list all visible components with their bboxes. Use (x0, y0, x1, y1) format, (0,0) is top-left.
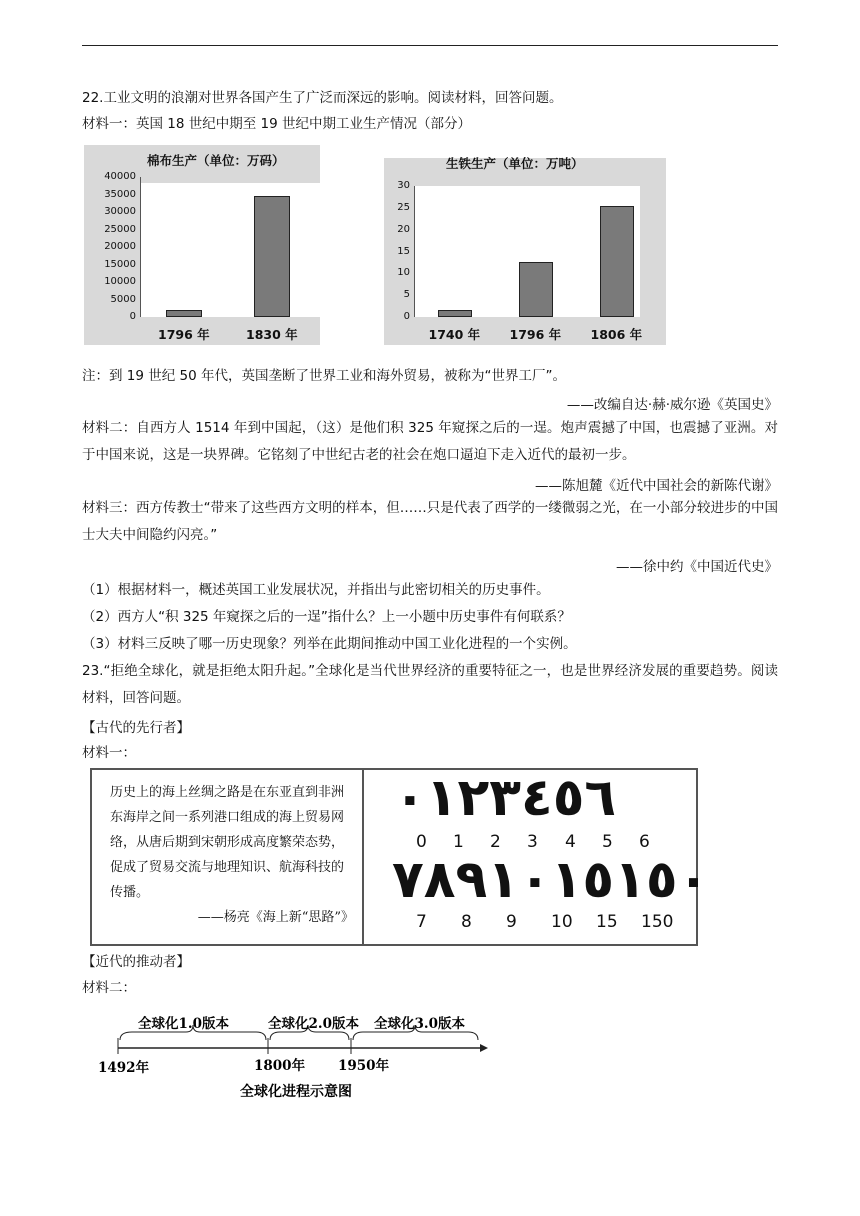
y-tick-label: 30 (397, 180, 410, 191)
chart-title: 棉布生产（单位：万码） (147, 153, 285, 168)
latin-digit: 8 (461, 912, 472, 932)
latin-digit: 10 (551, 912, 573, 932)
source-3: ——徐中约《中国近代史》 (616, 559, 778, 575)
q22-subquestion-1: （1）根据材料一，概述英国工业发展状况，并指出与此密切相关的历史事件。 (82, 582, 550, 598)
q22-material3: 材料三：西方传教士“带来了这些西方文明的样本，但……只是代表了西学的一缕微弱之光，在一小部分较进步的中国士大夫中间隐约闪亮。” (82, 500, 778, 543)
bar (600, 206, 634, 317)
latin-digit: 3 (527, 832, 538, 852)
latin-digit: 6 (639, 832, 650, 852)
timeline-label-2: 全球化2.0版本 (268, 1016, 359, 1032)
latin-digit: 150 (641, 912, 674, 932)
q23-intro: 23.“拒绝全球化，就是拒绝太阳升起。”全球化是当代世界经济的重要特征之一，也是世界经济发展的重要趋势。阅读材料，回答问题。 (82, 663, 778, 706)
y-axis-line (140, 177, 141, 317)
pig-iron-chart (384, 158, 666, 345)
section-modern: 【近代的推动者】 (82, 954, 190, 970)
x-category-label: 1806 年 (590, 327, 643, 342)
timeline-caption: 全球化进程示意图 (240, 1084, 352, 1100)
bars-layer (384, 158, 666, 345)
y-tick-label: 5 (403, 289, 410, 301)
x-category-label: 1830 年 (246, 327, 298, 342)
latin-numerals-row-2 (416, 912, 686, 934)
arabic-numerals-row-1: ٠١٢٣٤٥٦ (394, 768, 617, 828)
latin-digit: 1 (453, 832, 464, 852)
y-tick-label: 15000 (104, 258, 136, 270)
y-tick-label: 25000 (104, 223, 136, 235)
q22-subquestion-3: （3）材料三反映了哪一历史现象？列举在此期间推动中国工业化进程的一个实例。 (82, 636, 577, 652)
silk-road-text: 历史上的海上丝绸之路是在东亚直到非洲东海岸之间一系列港口组成的海上贸易网络，从唐后期到宋朝形成高度繁荣态势，促成了贸易交流与地理知识、航海科技的传播。 (110, 785, 345, 900)
q22-intro: 22.工业文明的浪潮对世界各国产生了广泛而深远的影响。阅读材料，回答问题。 (82, 90, 563, 106)
year-1950: 1950年 (338, 1058, 390, 1074)
timeline-label-1: 全球化1.0版本 (138, 1016, 229, 1032)
section-ancient: 【古代的先行者】 (82, 720, 190, 736)
latin-digit: 2 (490, 832, 501, 852)
y-tick-label: 0 (403, 311, 410, 322)
q23-material2-label: 材料二： (82, 980, 136, 996)
x-category-label: 1796 年 (158, 327, 210, 342)
latin-digit: 5 (602, 832, 613, 852)
latin-digit: 0 (416, 832, 427, 852)
year-1800: 1800年 (254, 1058, 306, 1074)
arabic-numerals-panel (366, 768, 710, 944)
y-tick-label: 15 (397, 245, 410, 257)
x-category-label: 1740 年 (428, 327, 481, 342)
timeline-label-3: 全球化3.0版本 (374, 1016, 465, 1032)
year-1492: 1492年 (98, 1060, 150, 1076)
latin-digit: 9 (506, 912, 517, 932)
arabic-numerals-row-2: ٧٨٩١٠١٥١٥٠ (392, 850, 710, 910)
q22-material1-label: 材料一：英国 18 世纪中期至 19 世纪中期工业生产情况（部分） (82, 116, 472, 132)
bar (519, 262, 553, 317)
bar (438, 310, 472, 317)
source-2: ——陈旭麓《近代中国社会的新陈代谢》 (535, 478, 778, 494)
chart-title: 生铁生产（单位：万吨） (446, 156, 584, 171)
y-tick-label: 40000 (104, 171, 136, 182)
latin-digit: 15 (596, 912, 618, 932)
q22-material2: 材料二：自西方人 1514 年到中国起，（这）是他们积 325 年窥探之后的一逞。炮声震撼了中国，也震撼了亚洲。对于中国来说，这是一块界碑。它铭刻了中世纪古老的社会在炮口逼迫下走入近代的最初一步。 (82, 420, 778, 463)
silk-road-textbox (92, 770, 364, 944)
y-tick-label: 20000 (104, 241, 136, 252)
q22-note: 注：到 19 世纪 50 年代，英国垄断了世界工业和海外贸易，被称为“世界工厂”。 (82, 368, 567, 384)
y-axis-line (414, 186, 415, 317)
latin-digit: 4 (565, 832, 576, 852)
y-tick-label: 10 (397, 267, 410, 279)
bar (166, 310, 202, 317)
y-tick-label: 25 (397, 201, 410, 213)
timeline-arrow (480, 1044, 488, 1052)
bars-layer (84, 145, 320, 345)
y-tick-label: 5000 (110, 293, 136, 305)
y-tick-label: 20 (397, 223, 410, 235)
y-tick-label: 0 (129, 311, 136, 322)
source-1: ——改编自达·赫·威尔逊《英国史》 (566, 397, 778, 413)
header-rule (82, 45, 778, 46)
latin-digit: 7 (416, 912, 427, 932)
cotton-chart (84, 145, 320, 345)
material1-figure (90, 768, 710, 946)
y-tick-label: 30000 (104, 206, 136, 217)
y-tick-label: 35000 (104, 188, 136, 200)
silk-road-source: ——杨亮《海上新“思路”》 (197, 910, 354, 925)
q22-subquestion-2: （2）西方人“积 325 年窥探之后的一逞”指什么？上一小题中历史事件有何联系？ (82, 609, 571, 625)
y-tick-label: 10000 (104, 276, 136, 287)
bar (254, 196, 290, 317)
x-category-label: 1796 年 (509, 327, 562, 342)
globalization-timeline (88, 1010, 508, 1110)
q23-material1-label: 材料一： (82, 745, 136, 761)
